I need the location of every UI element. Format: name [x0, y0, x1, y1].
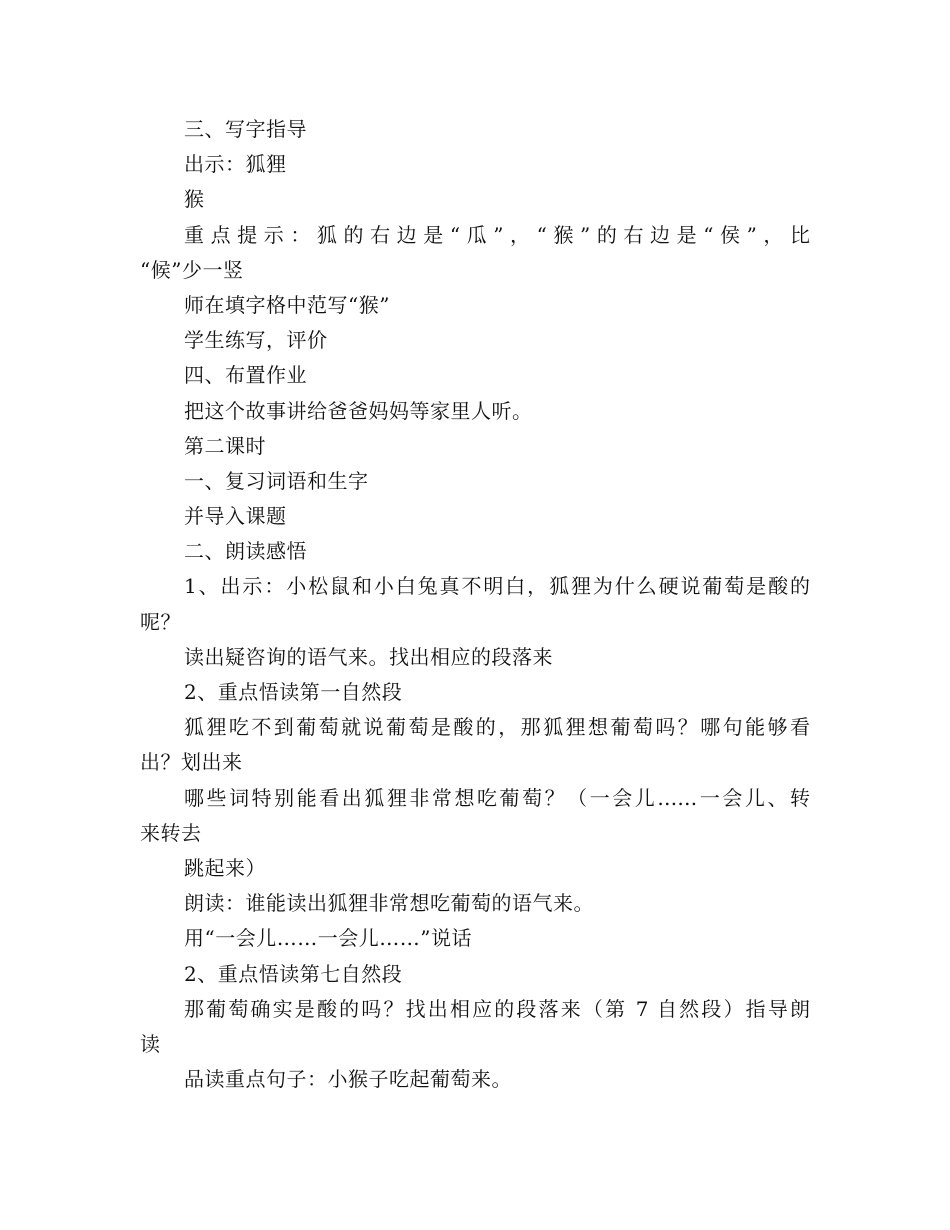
paragraph-line: 师在填字格中范写“猴”	[184, 292, 390, 317]
paragraph-line: 用“一会儿……一会儿……”说话	[184, 926, 472, 951]
paragraph-line: 那葡萄确实是酸的吗？找出相应的段落来（第 7 自然段）指导朗	[184, 996, 810, 1021]
paragraph-line: 1、出示：小松鼠和小白兔真不明白，狐狸为什么硬说葡萄是酸的	[184, 574, 810, 599]
paragraph-line: 读出疑咨询的语气来。找出相应的段落来	[184, 644, 553, 669]
paragraph-line-continuation: 出？划出来	[140, 750, 243, 775]
section-heading-writing-guidance: 三、写字指导	[184, 117, 307, 141]
paragraph-line: 跳起来）	[184, 855, 266, 880]
paragraph-line: 2、重点悟读第一自然段	[184, 680, 403, 704]
paragraph-line: 把这个故事讲给爸爸妈妈等家里人听。	[184, 398, 533, 423]
paragraph-line: 出示：狐狸	[184, 152, 287, 177]
paragraph-line: 重点提示：狐的右边是“瓜”，“猴”的右边是“侯”，比	[184, 222, 810, 247]
lesson-heading-second-period: 第二课时	[184, 433, 266, 458]
paragraph-line: 猴	[184, 187, 205, 212]
paragraph-line: 2、重点悟读第七自然段	[184, 961, 403, 986]
paragraph-line-continuation: 读	[140, 1031, 161, 1056]
section-heading-homework: 四、布置作业	[184, 363, 307, 388]
paragraph-line: 品读重点句子：小猴子吃起葡萄来。	[184, 1067, 512, 1092]
paragraph-line-continuation: 呢？	[140, 609, 181, 634]
section-heading-reading: 二、朗读感悟	[184, 539, 307, 564]
paragraph-line-continuation: “候”少一竖	[140, 257, 244, 282]
section-heading-review: 一、复习词语和生字	[184, 468, 369, 493]
paragraph-line: 狐狸吃不到葡萄就说葡萄是酸的，那狐狸想葡萄吗？哪句能够看	[184, 715, 810, 740]
paragraph-line: 朗读：谁能读出狐狸非常想吃葡萄的语气来。	[184, 891, 594, 916]
paragraph-line: 哪些词特别能看出狐狸非常想吃葡萄？（一会儿……一会儿、转	[184, 785, 810, 810]
paragraph-line-continuation: 来转去	[140, 820, 202, 845]
paragraph-line: 并导入课题	[184, 504, 287, 529]
paragraph-line: 学生练写，评价	[184, 328, 328, 353]
document-body	[140, 112, 810, 1097]
